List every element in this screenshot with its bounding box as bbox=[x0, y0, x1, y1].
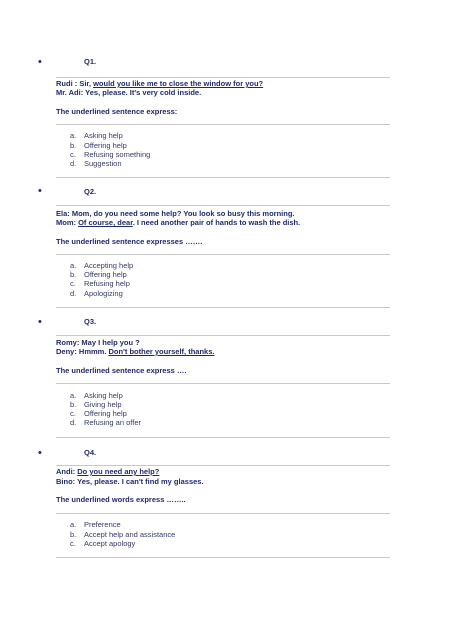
answer-option[interactable]: c. Offering help bbox=[70, 409, 127, 418]
divider bbox=[56, 254, 390, 255]
bullet: • bbox=[38, 447, 42, 459]
bullet: • bbox=[38, 316, 42, 328]
dialog-line: Ela: Mom, do you need some help? You look so busy this morning. bbox=[56, 209, 295, 218]
question-number: Q1. bbox=[84, 57, 97, 66]
question-number: Q4. bbox=[84, 448, 97, 457]
dialog-line: Deny: Hmmm. Don't bother yourself, thanks. bbox=[56, 347, 215, 356]
underlined-phrase: Do you need any help? bbox=[77, 467, 160, 476]
divider bbox=[56, 177, 390, 178]
question-prompt: The underlined words express …….. bbox=[56, 495, 186, 504]
dialog-line: Andi: Do you need any help? bbox=[56, 467, 160, 476]
answer-option[interactable]: b. Offering help bbox=[70, 270, 127, 279]
answer-option[interactable]: a. Preference bbox=[70, 520, 121, 529]
answer-option[interactable]: a. Asking help bbox=[70, 391, 123, 400]
question-number: Q2. bbox=[84, 187, 97, 196]
divider bbox=[56, 124, 390, 125]
question-prompt: The underlined sentence express …. bbox=[56, 366, 187, 375]
divider bbox=[56, 383, 390, 384]
answer-option[interactable]: c. Refusing help bbox=[70, 279, 130, 288]
underlined-phrase: would you like me to close the window for you? bbox=[93, 79, 264, 88]
question-prompt: The underlined sentence expresses ……. bbox=[56, 237, 203, 246]
answer-option[interactable]: b. Offering help bbox=[70, 141, 127, 150]
underlined-phrase: Don't bother yourself, thanks. bbox=[108, 347, 215, 356]
answer-option[interactable]: b. Accept help and assistance bbox=[70, 530, 176, 539]
divider bbox=[56, 557, 390, 558]
divider bbox=[56, 307, 390, 308]
question-prompt: The underlined sentence express: bbox=[56, 107, 178, 116]
divider bbox=[56, 77, 390, 78]
answer-option[interactable]: d. Apologizing bbox=[70, 289, 123, 298]
divider bbox=[56, 205, 390, 206]
dialog-line: Romy: May I help you ? bbox=[56, 338, 140, 347]
question-number: Q3. bbox=[84, 317, 97, 326]
underlined-phrase: Of course, dear bbox=[78, 218, 133, 227]
divider bbox=[56, 465, 390, 466]
answer-option[interactable]: c. Refusing something bbox=[70, 150, 151, 159]
answer-option[interactable]: b. Giving help bbox=[70, 400, 122, 409]
dialog-line: Mr. Adi: Yes, please. It's very cold inside. bbox=[56, 88, 202, 97]
divider bbox=[56, 437, 390, 438]
answer-option[interactable]: a. Asking help bbox=[70, 131, 123, 140]
dialog-line: Mom: Of course, dear. I need another pair of hands to wash the dish. bbox=[56, 218, 301, 227]
dialog-line: Bino: Yes, please. I can't find my glasses. bbox=[56, 477, 204, 486]
answer-option[interactable]: d. Suggestion bbox=[70, 159, 122, 168]
bullet: • bbox=[38, 56, 42, 68]
divider bbox=[56, 513, 390, 514]
divider bbox=[56, 335, 390, 336]
dialog-line: Rudi : Sir, would you like me to close the window for you? bbox=[56, 79, 264, 88]
bullet: • bbox=[38, 185, 42, 197]
answer-option[interactable]: d. Refusing an offer bbox=[70, 418, 141, 427]
answer-option[interactable]: c. Accept apology bbox=[70, 539, 136, 548]
answer-option[interactable]: a. Accepting help bbox=[70, 261, 134, 270]
